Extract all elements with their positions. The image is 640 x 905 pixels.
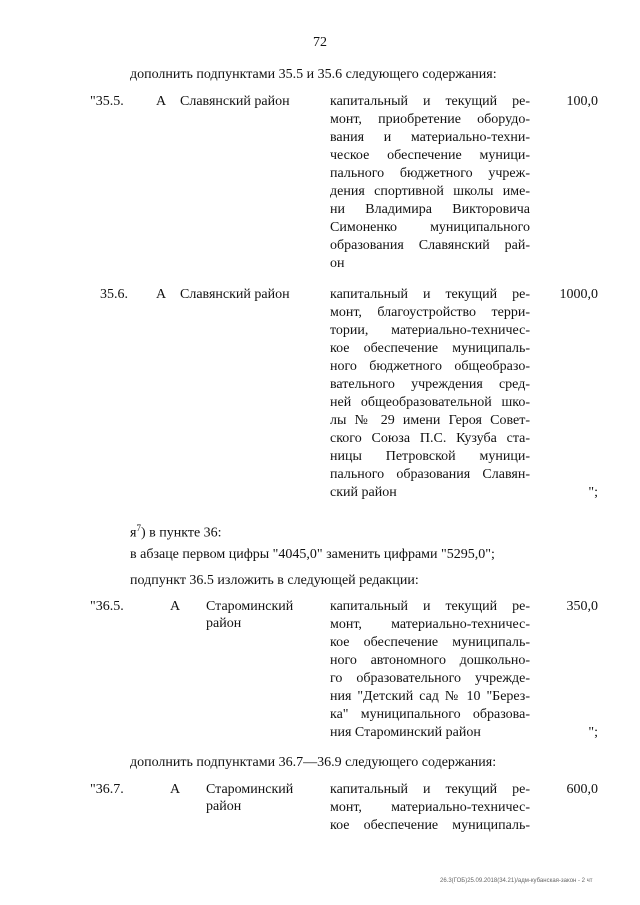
- closing-quote: ";: [588, 485, 598, 500]
- description-line: Симоненко муниципального: [330, 220, 530, 235]
- entry-category: А: [156, 287, 167, 302]
- entry-number: "36.7.: [90, 782, 124, 797]
- entry-district: Староминский район: [206, 782, 294, 814]
- description-line: вательного учреждения сред-: [330, 377, 530, 392]
- entry-amount: 600,0: [566, 782, 598, 797]
- description-line: дения спортивной школы име-: [330, 184, 530, 199]
- description-line: ния "Детский сад № 10 "Берез-: [330, 689, 530, 704]
- description-line: капитальный и текущий ре-: [330, 782, 530, 797]
- description-line: монт, материально-техничес-: [330, 617, 530, 632]
- description-line: лы № 29 имени Героя Совет-: [330, 413, 530, 428]
- description-line: монт, приобретение оборудо-: [330, 112, 530, 127]
- item-superscript: 7: [136, 523, 141, 533]
- description-line: капитальный и текущий ре-: [330, 599, 530, 614]
- entry-number: "35.5.: [90, 94, 124, 109]
- page-number: 72: [313, 35, 327, 50]
- entry-category: А: [170, 782, 181, 797]
- entry-district: Славянский район: [180, 287, 290, 302]
- description-line: ского Союза П.С. Кузуба ста-: [330, 431, 530, 446]
- description-line: образования Славянский рай-: [330, 238, 530, 253]
- entry-amount: 350,0: [566, 599, 598, 614]
- entry-amount: 1000,0: [559, 287, 598, 302]
- entry-number: 35.6.: [100, 287, 128, 302]
- entry-category: А: [156, 94, 167, 109]
- description-line: ницы Петровской муници-: [330, 449, 530, 464]
- description-line: ния Староминский район: [330, 725, 481, 740]
- description-line: кое обеспечение муниципаль-: [330, 635, 530, 650]
- description-line: тории, материально-техничес-: [330, 323, 530, 338]
- description-line: го образовательного учрежде-: [330, 671, 530, 686]
- entry-description: [330, 598, 530, 742]
- entry-description: [330, 781, 530, 835]
- entry-description: [330, 93, 530, 273]
- description-line: ного бюджетного общеобразо-: [330, 359, 530, 374]
- description-line: монт, благоустройство терри-: [330, 305, 530, 320]
- paragraph-item-ya7: [130, 520, 222, 542]
- item-text: ) в пункте 36:: [140, 525, 222, 541]
- paragraph-amend-35: дополнить подпунктами 35.5 и 35.6 следующего содержания:: [130, 67, 497, 82]
- paragraph-amend-36: дополнить подпунктами 36.7—36.9 следующего содержания:: [130, 755, 497, 770]
- description-line: пального бюджетного учреж-: [330, 166, 530, 181]
- description-line: капитальный и текущий ре-: [330, 287, 530, 302]
- paragraph-subitem-36-5: подпункт 36.5 изложить в следующей редакции:: [130, 573, 419, 588]
- description-line: ни Владимира Викторовича: [330, 202, 530, 217]
- entry-category: А: [170, 599, 181, 614]
- description-line: капитальный и текущий ре-: [330, 94, 530, 109]
- description-line: пального образования Славян-: [330, 467, 530, 482]
- description-line: ней общеобразовательной шко-: [330, 395, 530, 410]
- description-line: кое обеспечение муниципаль-: [330, 818, 530, 833]
- description-line: он: [330, 256, 345, 271]
- paragraph-replace-figures: в абзаце первом цифры "4045,0" заменить цифрами "5295,0";: [130, 547, 495, 562]
- description-line: ский район: [330, 485, 397, 500]
- item-letter: я: [130, 525, 137, 541]
- entry-description: [330, 286, 530, 502]
- description-line: ка" муниципального образова-: [330, 707, 530, 722]
- description-line: ческое обеспечение муници-: [330, 148, 530, 163]
- document-footer: 26.3(ГОБ)25.09.2018(34.21)/адм-кубанская-закон - 2 чт: [440, 878, 593, 884]
- description-line: вания и материально-техни-: [330, 130, 530, 145]
- closing-quote: ";: [588, 725, 598, 740]
- entry-amount: 100,0: [566, 94, 598, 109]
- entry-number: "36.5.: [90, 599, 124, 614]
- entry-district: Староминский район: [206, 599, 294, 631]
- entry-district: Славянский район: [180, 94, 290, 109]
- description-line: монт, материально-техничес-: [330, 800, 530, 815]
- description-line: кое обеспечение муниципаль-: [330, 341, 530, 356]
- description-line: ного автономного дошкольно-: [330, 653, 530, 668]
